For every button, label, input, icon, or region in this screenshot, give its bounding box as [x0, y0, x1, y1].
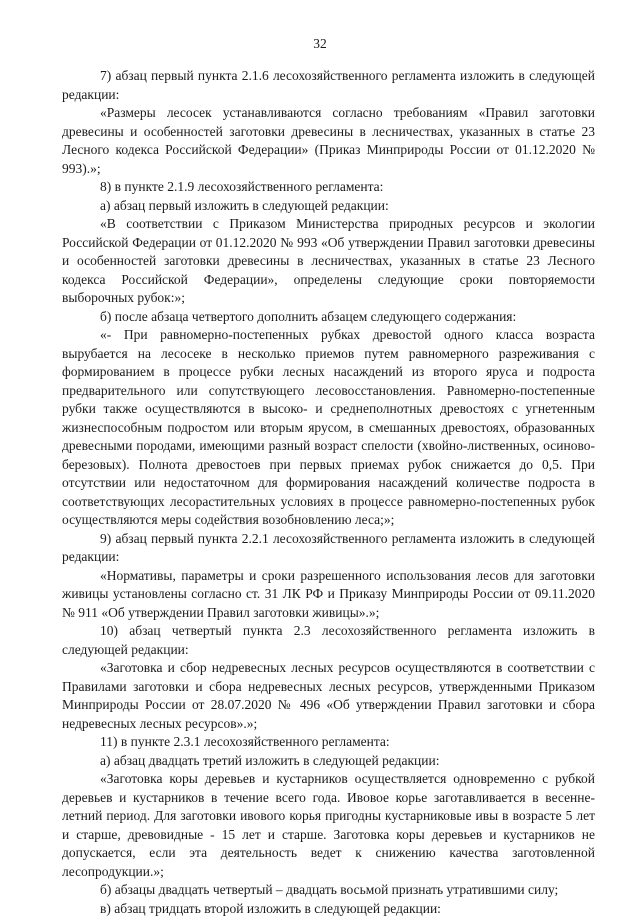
paragraph-non-timber-resources: «Заготовка и сбор недревесных лесных ресурсов осуществляются в соответствии с Правилами заготовки и сбора недревесных лесных ресурсов, утвержденными Приказом Минприроды России от 28.07.2020 № 496 «Об утверждении Правил заготовки и сбора недревесных лесных ресурсов».»;	[62, 659, 595, 733]
paragraph-item-10-intro: 10) абзац четвертый пункта 2.3 лесохозяйственного регламента изложить в следующей редакции:	[62, 622, 595, 659]
paragraph-item-7-intro: 7) абзац первый пункта 2.1.6 лесохозяйственного регламента изложить в следующей редакции:	[62, 67, 595, 104]
paragraph-order-993: «В соответствии с Приказом Министерства природных ресурсов и экологии Российской Федерации от 01.12.2020 № 993 «Об утверждении Правил заготовки древесины и особенностей заготовки древесины в лесничествах, указанных в статье 23 Лесного кодекса Российской Федерации», определены следующие сроки повторяемости выборочных рубок:»;	[62, 215, 595, 308]
paragraph-uniform-gradual-felling: «- При равномерно-постепенных рубках древостой одного класса возраста вырубается на лесосеке в несколько приемов путем равномерного разреживания с формированием в процессе рубки лесных насаждений из второго яруса и подроста предварительного или сопутствующего лесовосстановления. Равномерно-постепенные рубки также осуществляются в высоко- и среднеполнотных древостоях с угнетенным жизнеспособным подростом или вторым ярусом, в смешанных древостоях, образованных древесными породами, имеющими разный возраст спелости (хвойно-лиственных, осиново-березовых). Полнота древостоев при первых приемах рубок снижается до 0,5. При отсутствии или недостаточном для формирования насаждений количестве подроста в соответствующих лесорастительных условиях в процессе равномерно-постепенных рубок осуществляются меры содействия возобновлению леса;»;	[62, 326, 595, 530]
paragraph-lesoseki-size: «Размеры лесосек устанавливаются согласно требованиям «Правил заготовки древесины и особенностей заготовки древесины в лесничествах, указанных в статье 23 Лесного кодекса Российской Федерации» (Приказ Минприроды России от 01.12.2020 № 993).»;	[62, 104, 595, 178]
paragraph-item-11v: в) абзац тридцать второй изложить в следующей редакции:	[62, 900, 595, 918]
page-number: 32	[0, 36, 640, 52]
paragraph-item-11-intro: 11) в пункте 2.3.1 лесохозяйственного регламента:	[62, 733, 595, 752]
paragraph-resin-norms: «Нормативы, параметры и сроки разрешенного использования лесов для заготовки живицы установлены согласно ст. 31 ЛК РФ и Приказу Минприроды России от 09.11.2020 № 911 «Об утверждении Правил заготовки живицы».»;	[62, 567, 595, 623]
document-body	[62, 67, 595, 918]
paragraph-item-8a: а) абзац первый изложить в следующей редакции:	[62, 197, 595, 216]
paragraph-bark-harvesting: «Заготовка коры деревьев и кустарников осуществляется одновременно с рубкой деревьев и кустарников в течение всего года. Ивовое корье заготавливается в весенне-летний период. Для заготовки ивового корья пригодны кустарниковые ивы в возрасте 5 лет и старше, древовидные - 15 лет и старше. Заготовка коры деревьев и кустарников не допускается, если эта деятельность ведет к снижению качества заготовленной лесопродукции.»;	[62, 770, 595, 881]
paragraph-item-11b: б) абзацы двадцать четвертый – двадцать восьмой признать утратившими силу;	[62, 881, 595, 900]
paragraph-item-11a: а) абзац двадцать третий изложить в следующей редакции:	[62, 752, 595, 771]
paragraph-item-9-intro: 9) абзац первый пункта 2.2.1 лесохозяйственного регламента изложить в следующей редакции:	[62, 530, 595, 567]
paragraph-item-8b: б) после абзаца четвертого дополнить абзацем следующего содержания:	[62, 308, 595, 327]
paragraph-item-8-intro: 8) в пункте 2.1.9 лесохозяйственного регламента:	[62, 178, 595, 197]
